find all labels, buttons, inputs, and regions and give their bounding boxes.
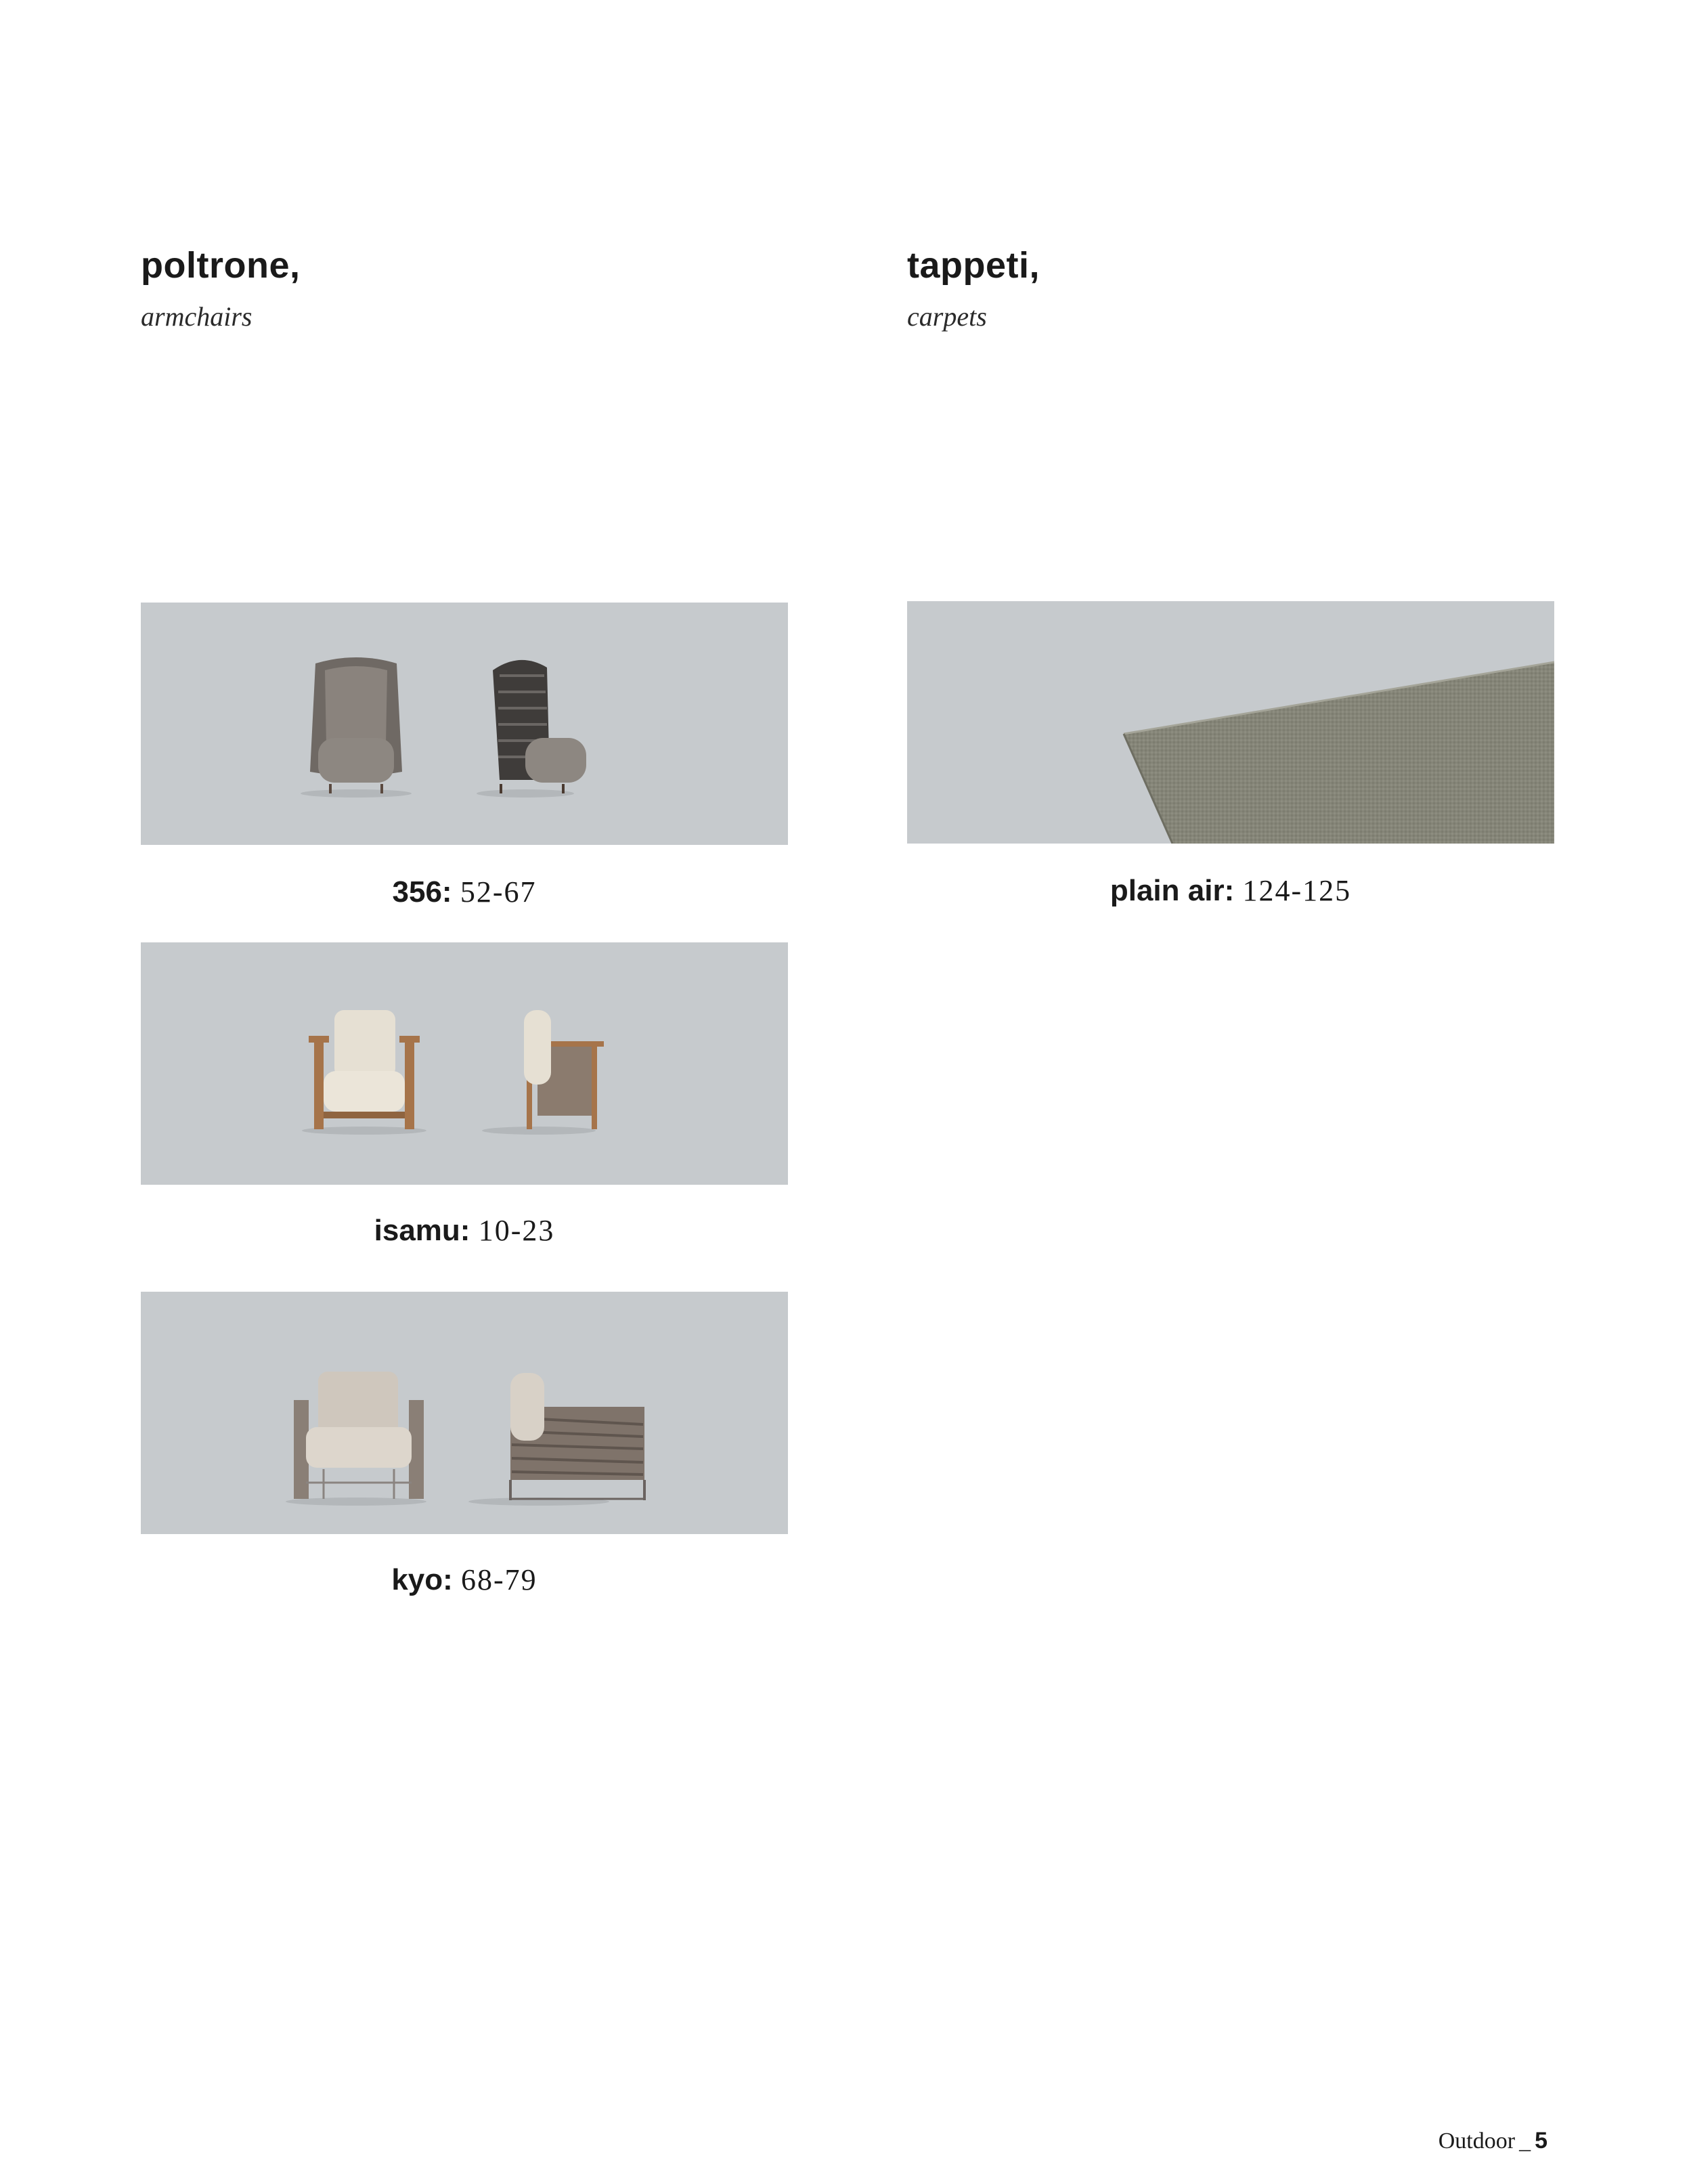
product-image-356[interactable] — [141, 603, 788, 845]
product-pages: 52-67 — [460, 875, 537, 909]
footer-separator: _ — [1519, 2128, 1531, 2154]
product-pages: 124-125 — [1242, 874, 1352, 907]
section-carpets-header — [907, 245, 1040, 333]
armchair-356-illustration — [141, 603, 788, 845]
armchair-kyo-illustration — [141, 1292, 788, 1534]
product-name: isamu: — [374, 1214, 470, 1247]
section-subtitle: carpets — [907, 301, 987, 332]
footer-section-name: Outdoor — [1438, 2128, 1516, 2154]
carpet-plain-air-illustration — [907, 601, 1554, 844]
product-pages: 10-23 — [478, 1214, 555, 1247]
section-subtitle: armchairs — [141, 301, 252, 332]
product-caption-plain-air[interactable] — [907, 873, 1554, 909]
page-footer — [1439, 2127, 1547, 2155]
armchair-isamu-illustration — [141, 942, 788, 1185]
product-name: kyo: — [391, 1563, 453, 1596]
product-caption-356[interactable] — [141, 875, 788, 910]
product-caption-kyo[interactable] — [141, 1563, 788, 1598]
product-pages: 68-79 — [461, 1563, 537, 1596]
product-image-isamu[interactable] — [141, 942, 788, 1185]
section-title: poltrone, — [141, 245, 301, 286]
product-caption-isamu[interactable] — [141, 1213, 788, 1248]
section-title: tappeti, — [907, 245, 1040, 286]
page-number: 5 — [1535, 2128, 1547, 2154]
product-image-kyo[interactable] — [141, 1292, 788, 1534]
product-image-plain-air[interactable] — [907, 601, 1554, 844]
section-armchairs-header — [141, 245, 300, 333]
product-name: plain air: — [1110, 874, 1235, 907]
product-name: 356: — [392, 875, 452, 909]
